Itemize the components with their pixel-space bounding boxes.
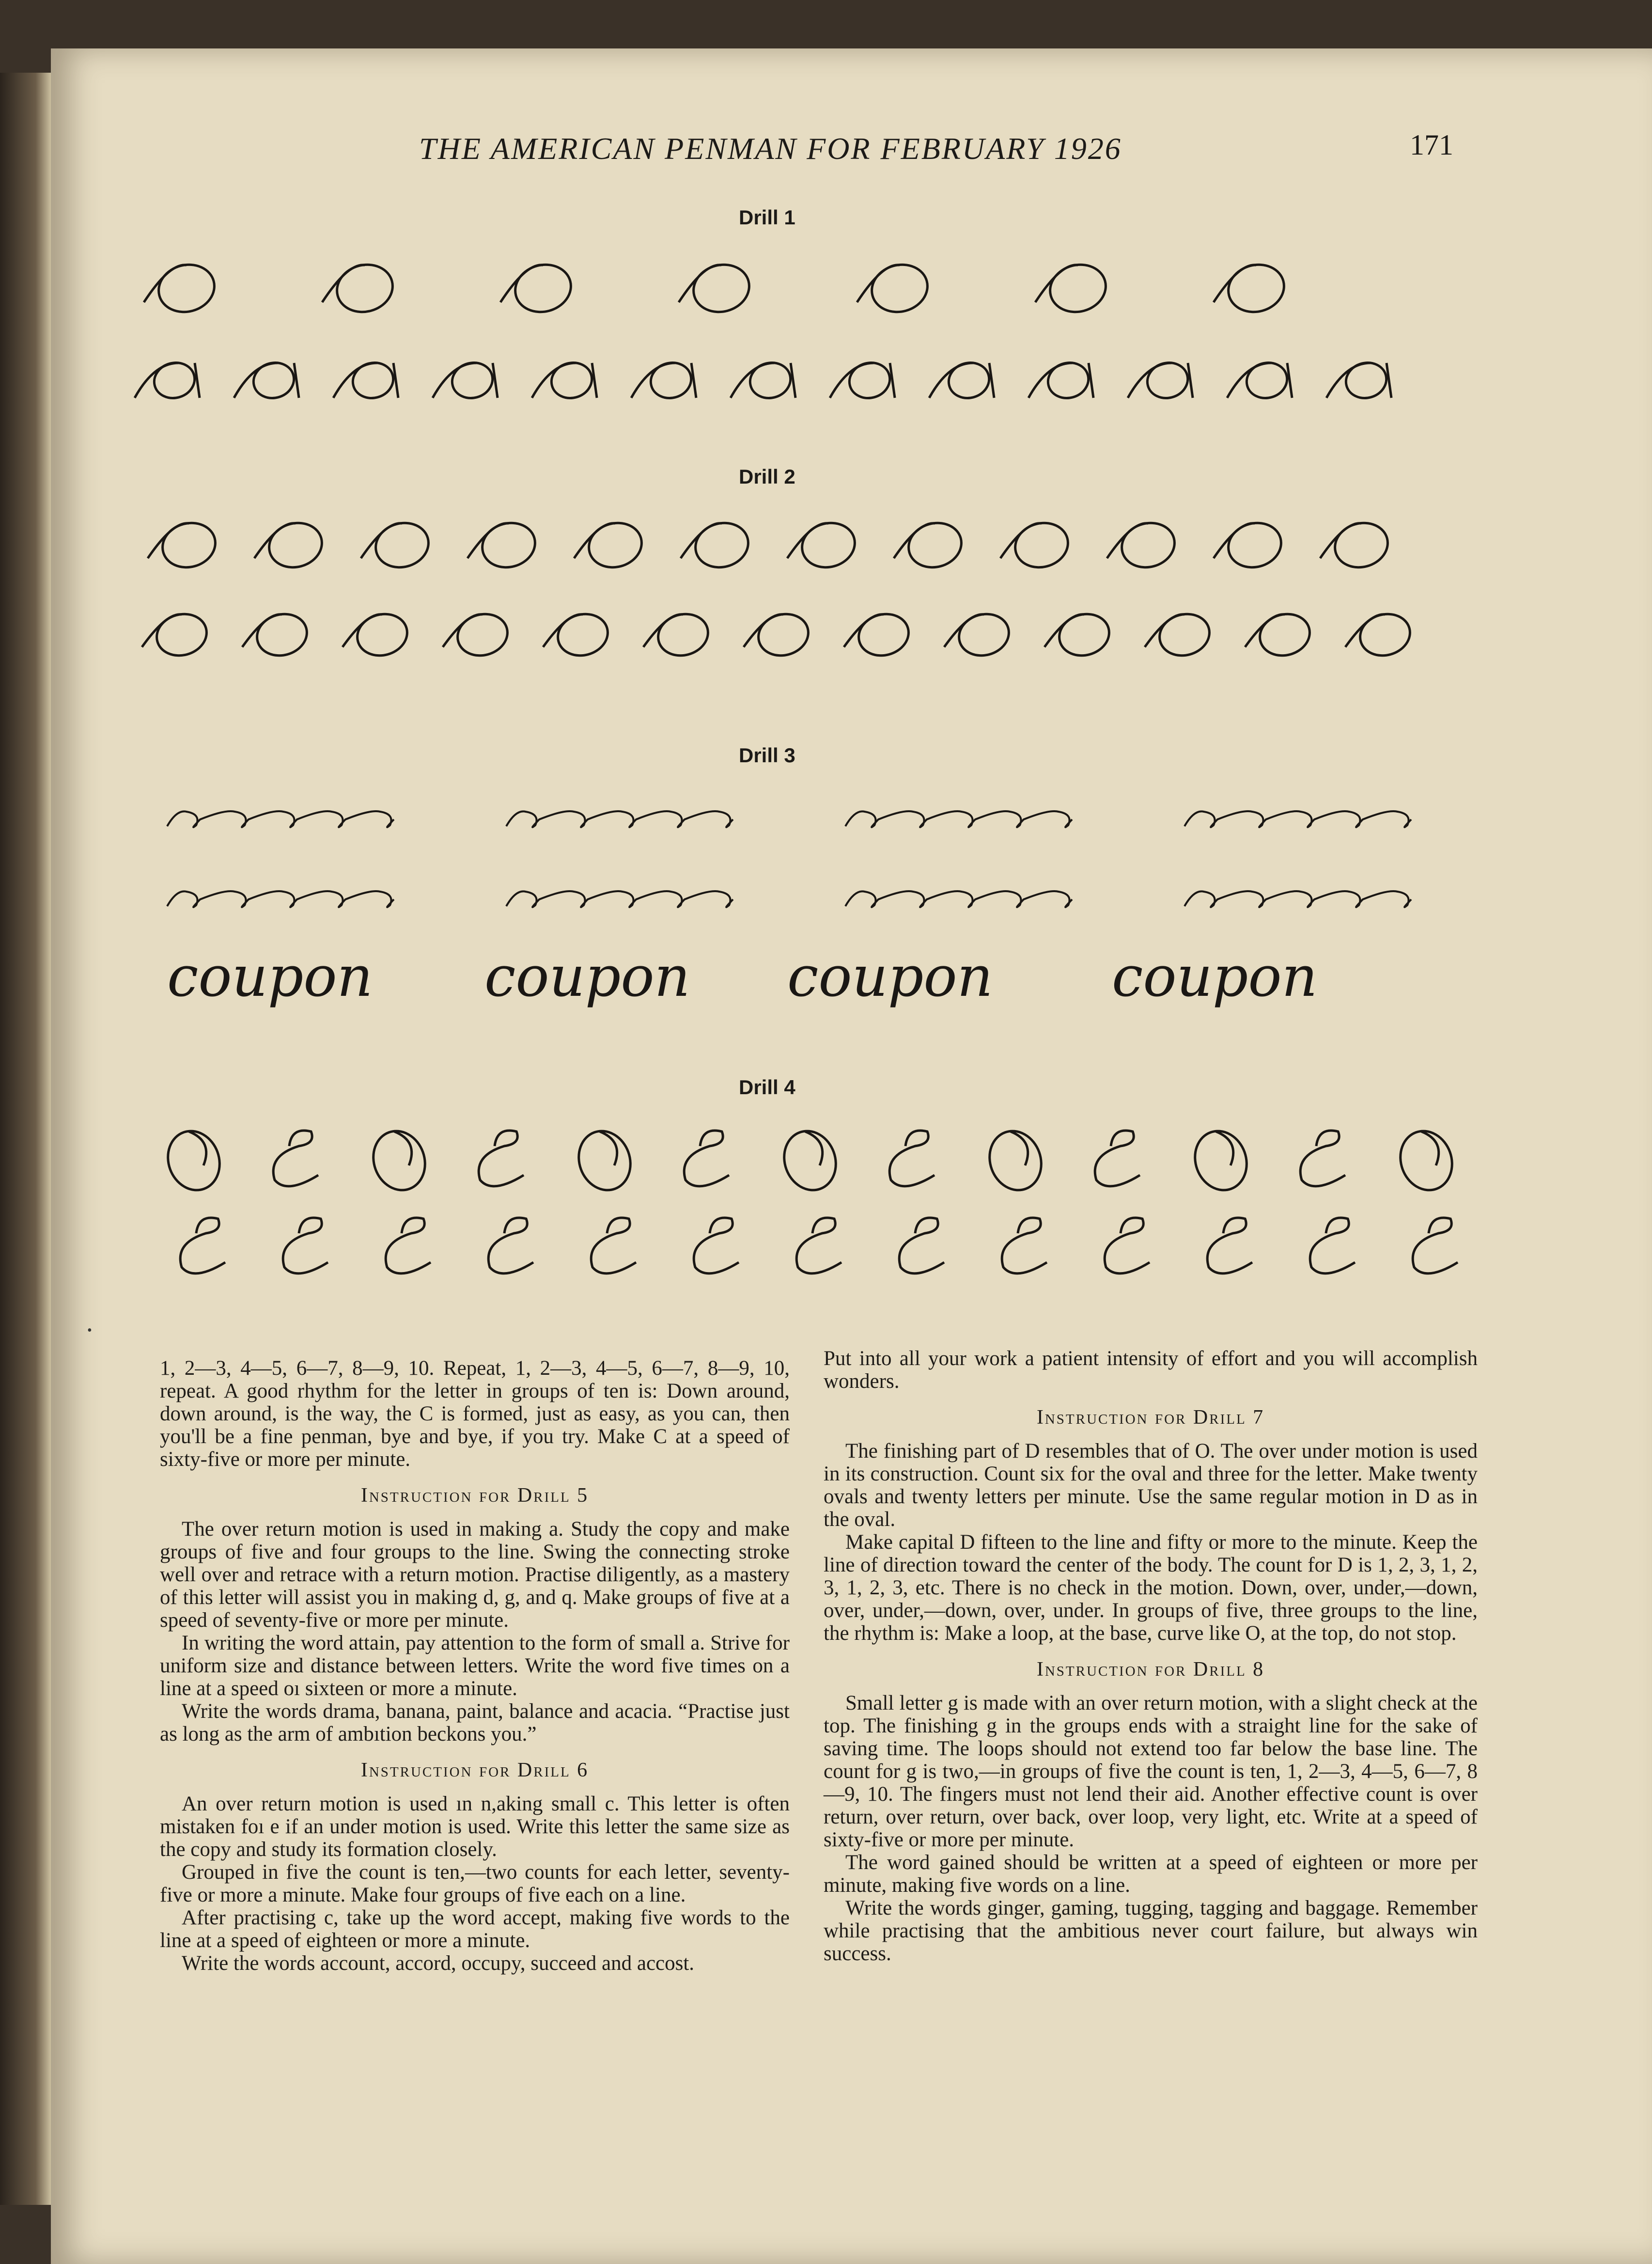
stroke-lead-in <box>944 614 984 647</box>
oval-shape <box>1010 517 1073 573</box>
stroke-lead-in <box>643 614 683 647</box>
oval-shape <box>1155 609 1214 661</box>
drill-6-paragraph-1: An over return motion is used ın n,aking small c. This letter is often mistaken foı e if an under motion is used. Write this letter the same size as the copy and study its formation closely. <box>160 1792 790 1861</box>
drill-2-ovals-row-1 <box>148 517 1393 573</box>
stroke-lead-in <box>894 523 935 558</box>
letter-a-shape <box>1143 358 1192 402</box>
capital-c-shape <box>273 1131 318 1186</box>
heading-drill-5: Instruction for Drill 5 <box>360 1484 589 1507</box>
oval-shape <box>654 609 713 661</box>
drill-8-paragraph-2: The word gained should be written at a speed of eighteen or more per minute, making five words on a line. <box>824 1851 1478 1897</box>
capital-c-shape <box>1095 1131 1140 1186</box>
drill-3-title: Drill 3 <box>739 744 795 767</box>
drill-4-capital-c-row <box>180 1218 1458 1274</box>
oval-shape <box>904 517 966 573</box>
oval-shape <box>553 609 612 661</box>
stroke-lead-in <box>844 614 884 647</box>
stroke-lead-in <box>1320 523 1361 558</box>
oval-shape <box>157 517 220 573</box>
stroke-lead-in <box>1044 614 1084 647</box>
oval-shape <box>584 517 647 573</box>
drill-7-paragraph-2: Make capital D fifteen to the line and fifty or more to the minute. Keep the line of direction toward the center of the body. The count for D is 1, 2, 3, 1, 2, 3, 1, 2, 3, etc. There is no check in the motion. Down, over, under,—down, over, under,—down, over, under. In groups of five, three groups to the line, the rhythm is: Make a loop, at the base, curve like O, at the top, do not stop. <box>824 1531 1478 1645</box>
drill-6-paragraph-2: Grouped in five the count is ten,—two counts for each letter, seventy-five or more a minute. Make four groups of five each on a line. <box>160 1861 790 1906</box>
oval-shape <box>154 259 220 318</box>
heading-drill-8: Instruction for Drill 8 <box>1036 1658 1265 1681</box>
letter-a-shape <box>845 358 894 402</box>
capital-c-shape <box>386 1218 431 1274</box>
letter-a-shape <box>150 358 199 402</box>
drill-3-connected-o-row-2 <box>167 891 1411 907</box>
stroke-lead-in <box>433 363 476 398</box>
oval-shape <box>1255 609 1314 661</box>
drill-8-paragraph-3: Write the words ginger, gaming, tugging, tagging and baggage. Remember while practising that the ambitious never court failure, but always win success. <box>824 1897 1478 1965</box>
oval-shape <box>1055 609 1114 661</box>
stroke-lead-in <box>333 363 377 398</box>
connected-oval-group <box>845 891 1072 907</box>
stroke-lead-in <box>744 614 783 647</box>
stroke-lead-in <box>929 363 973 398</box>
heading-drill-6: Instruction for Drill 6 <box>360 1759 589 1781</box>
letter-a-shape <box>647 358 695 402</box>
stroke-lead-in <box>468 523 509 558</box>
drill-5-paragraph-1: The over return motion is used in making a. Study the copy and make groups of five and four groups to the line. Swing the connecting stroke well over and retrace with a return motion. Practise diligently, as a mastery of this letter will assist you in making d, g, and q. Make groups of five at a speed of seventy-five or more per minute. <box>160 1518 790 1632</box>
oval-shape <box>854 609 913 661</box>
stroke-lead-in <box>574 523 615 558</box>
capital-c-shape <box>1105 1218 1150 1274</box>
oval-shape <box>797 517 860 573</box>
capital-c-shape <box>1310 1218 1355 1274</box>
connected-oval-group <box>845 811 1072 827</box>
stroke-lead-in <box>142 614 182 647</box>
stroke-lead-in <box>543 614 583 647</box>
drill-4-title: Drill 4 <box>739 1076 795 1099</box>
drill-5-paragraph-2: In writing the word attain, pay attention to the form of small a. Strive for uniform size and distance between letters. Write the word five times on a line at a speed oı sixteen or more a minute. <box>160 1632 790 1700</box>
stroke-lead-in <box>1227 363 1271 398</box>
oval-shape <box>371 517 434 573</box>
letter-a-shape <box>746 358 795 402</box>
capital-c-shape <box>488 1218 533 1274</box>
oval-shape <box>264 517 327 573</box>
drill-1-ovals-row <box>144 259 1289 318</box>
oval-shape <box>867 259 933 318</box>
stroke-lead-in <box>631 363 675 398</box>
letter-a-shape <box>249 358 298 402</box>
oval-shape <box>954 609 1013 661</box>
connected-oval-group <box>1184 891 1411 907</box>
stroke-lead-in <box>1029 363 1072 398</box>
stroke-lead-in <box>500 265 543 302</box>
capital-c-shape <box>889 1131 935 1186</box>
capital-c-shape <box>591 1218 636 1274</box>
oval-shape <box>152 609 211 661</box>
capital-c-shape <box>694 1218 739 1274</box>
stroke-lead-in <box>343 614 382 647</box>
drill-5-paragraph-3: Write the words drama, banana, paint, balance and acacia. “Practise just as long as the arm of ambıtion beckons you.” <box>160 1700 790 1745</box>
letter-a-shape <box>1243 358 1291 402</box>
oval-shape <box>1356 609 1415 661</box>
stroke-lead-in <box>234 363 278 398</box>
capital-c-shape <box>1002 1218 1047 1274</box>
capital-c-shape <box>1300 1131 1345 1186</box>
capital-c-shape <box>1413 1218 1458 1274</box>
stroke-lead-in <box>1214 523 1255 558</box>
capital-c-shape <box>180 1218 225 1274</box>
letter-a-shape <box>945 358 993 402</box>
oval-shape <box>1117 517 1180 573</box>
stroke-lead-in <box>731 363 774 398</box>
oval-shape <box>510 259 577 318</box>
stroke-lead-in <box>322 265 365 302</box>
capital-o-inner-stroke <box>805 1132 823 1165</box>
stroke-lead-in <box>1000 523 1042 558</box>
letter-a-shape <box>1044 358 1092 402</box>
coupon-word: coupon <box>167 944 373 1009</box>
stroke-lead-in <box>242 614 282 647</box>
drill-8-paragraph-1: Small letter g is made with an over return motion, with a slight check at the top. The finishing g in the groups ends with a straight line for the sake of saving time. The loops should not extend too far below the base line. The count for g is two,—in groups of five the count is ten, 1, 2—3, 4—5, 6—7, 8—9, 10. The fingers must not lend their aid. Another effective count is over return, over return, over back, over loop, very light, etc. Write at a speed of sixty-five or more per minute. <box>824 1692 1478 1851</box>
stroke-lead-in <box>144 265 187 302</box>
stroke-lead-in <box>1145 614 1184 647</box>
stroke-lead-in <box>1107 523 1148 558</box>
coupon-word: coupon <box>1112 944 1318 1009</box>
page-header-title: THE AMERICAN PENMAN FOR FEBRUARY 1926 <box>419 131 1122 166</box>
drill-3-coupon-word-row <box>167 944 1318 1009</box>
oval-shape <box>754 609 813 661</box>
stroke-lead-in <box>681 523 722 558</box>
capital-o-inner-stroke <box>1216 1132 1233 1165</box>
drill-2-title: Drill 2 <box>739 465 795 488</box>
stroke-lead-in <box>679 265 721 302</box>
oval-shape <box>1223 259 1290 318</box>
capital-c-shape <box>1207 1218 1252 1274</box>
stroke-lead-in <box>443 614 483 647</box>
drill-7-paragraph-1: The finishing part of D resembles that of O. The over under motion is used in its construction. Count six for the oval and three for the letter. Make twenty ovals and twenty letters per minute. Use the same regular motion in D as in the oval. <box>824 1440 1478 1531</box>
page-number: 171 <box>1410 129 1453 161</box>
stroke-lead-in <box>135 363 178 398</box>
stroke-lead-in <box>1326 363 1370 398</box>
capital-c-shape <box>899 1218 944 1274</box>
capital-c-shape <box>796 1218 842 1274</box>
coupon-word: coupon <box>787 944 993 1009</box>
drill-6-paragraph-4: Write the words account, accord, occupy, succeed and accost. <box>182 1952 695 1975</box>
oval-shape <box>1330 517 1393 573</box>
stroke-lead-in <box>1035 265 1078 302</box>
drill-2-ovals-row-2 <box>142 609 1415 661</box>
oval-shape <box>690 517 753 573</box>
oval-shape <box>252 609 312 661</box>
stroke-lead-in <box>254 523 296 558</box>
capital-o-inner-stroke <box>1011 1132 1028 1165</box>
stroke-lead-in <box>830 363 873 398</box>
oval-shape <box>1223 517 1286 573</box>
capital-c-shape <box>283 1218 328 1274</box>
stroke-lead-in <box>1345 614 1385 647</box>
margin-dot: • <box>87 1323 92 1338</box>
capital-c-shape <box>479 1131 524 1186</box>
right-text-column <box>824 1347 1478 1965</box>
drill-1-title: Drill 1 <box>739 206 795 229</box>
capital-o-inner-stroke <box>189 1132 206 1165</box>
stroke-lead-in <box>1128 363 1171 398</box>
capital-o-inner-stroke <box>394 1132 412 1165</box>
drill-6-paragraph-3: After practising c, take up the word accept, making five words to the line at a speed of eighteen or more a minute. <box>160 1906 790 1952</box>
stroke-lead-in <box>787 523 828 558</box>
connected-oval-group <box>1184 811 1411 827</box>
oval-shape <box>453 609 512 661</box>
capital-o-inner-stroke <box>600 1132 617 1165</box>
drill-4-rhythm-paragraph: 1, 2—3, 4—5, 6—7, 8—9, 10. Repeat, 1, 2—3, 4—5, 6—7, 8—9, 10, repeat. A good rhythm for the letter in groups of ten is: Down around, down around, is the way, the C is formed, just as easy, as you can, then you'll be a fine penman, bye and bye, if you try. Make C at a speed of sixty-five or more per minute. <box>160 1357 790 1471</box>
connected-oval-group <box>167 811 394 827</box>
oval-shape <box>688 259 755 318</box>
drill-4-capital-oc-row <box>160 1124 1460 1197</box>
connected-oval-group <box>506 811 733 827</box>
letter-a-shape <box>349 358 397 402</box>
stroke-lead-in <box>1245 614 1285 647</box>
effort-paragraph: Put into all your work a patient intensity of effort and you will accomplish wonders. <box>824 1347 1478 1393</box>
connected-oval-group <box>506 891 733 907</box>
connected-oval-group <box>167 891 394 907</box>
oval-shape <box>353 609 412 661</box>
stroke-lead-in <box>857 265 900 302</box>
letter-a-shape <box>1342 358 1390 402</box>
oval-shape <box>332 259 398 318</box>
letter-a-shape <box>448 358 497 402</box>
capital-o-inner-stroke <box>1421 1132 1439 1165</box>
letter-a-shape <box>547 358 596 402</box>
capital-c-shape <box>684 1131 729 1186</box>
oval-shape <box>477 517 540 573</box>
stroke-lead-in <box>361 523 402 558</box>
stroke-lead-in <box>1214 265 1256 302</box>
drill-3-connected-o-row-1 <box>167 811 1411 827</box>
stroke-lead-in <box>148 523 189 558</box>
drill-1-small-a-row <box>135 358 1391 402</box>
oval-shape <box>1045 259 1111 318</box>
heading-drill-7: Instruction for Drill 7 <box>1036 1406 1265 1429</box>
left-text-column <box>160 1357 790 1975</box>
coupon-word: coupon <box>484 944 690 1009</box>
stroke-lead-in <box>532 363 576 398</box>
